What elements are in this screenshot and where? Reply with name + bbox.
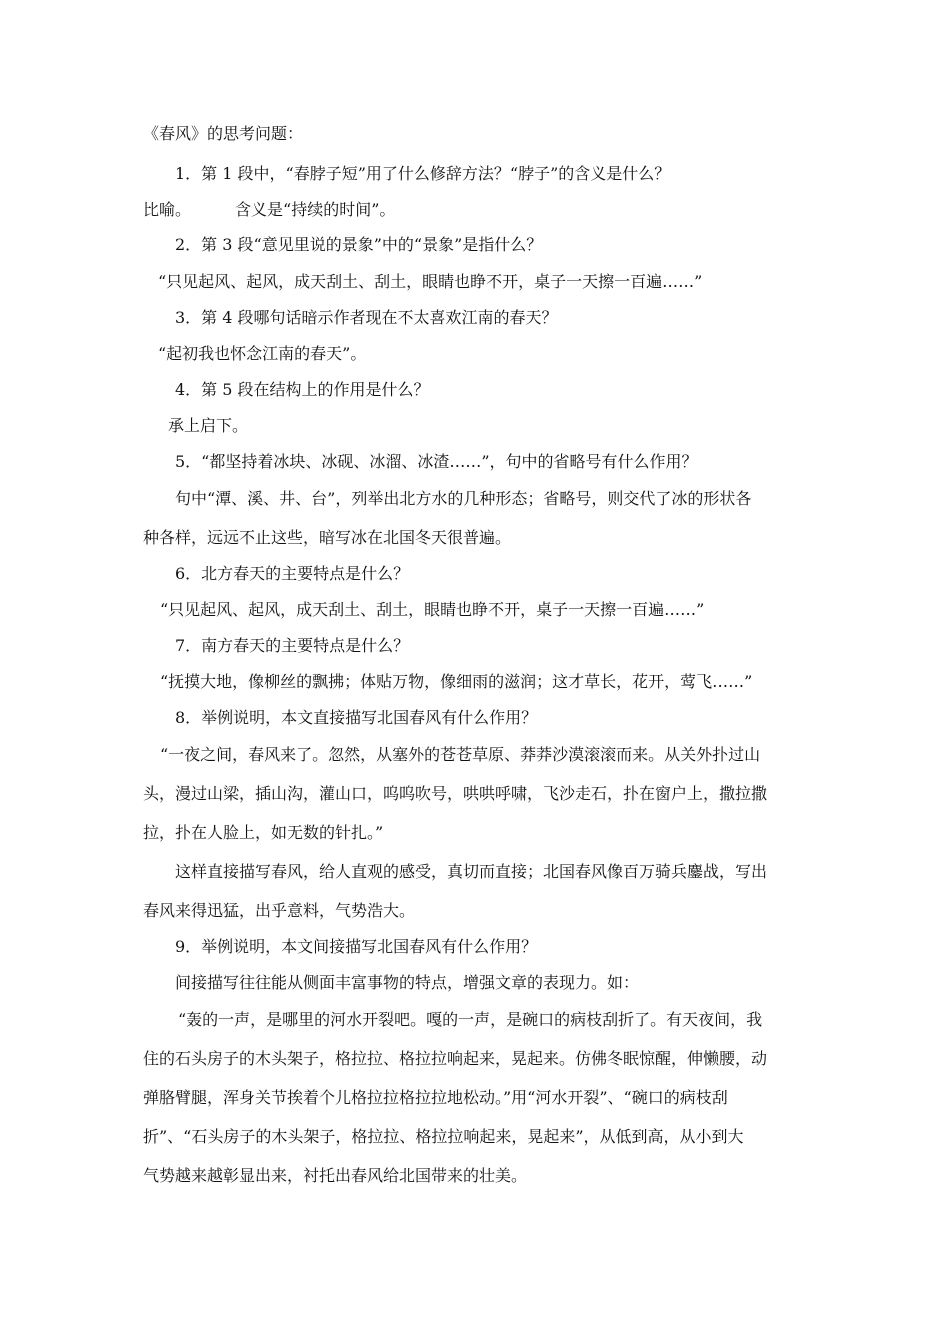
question-4: 4．第 5 段在结构上的作用是什么？ — [175, 380, 430, 399]
question-9: 9．举例说明，本文间接描写北国春风有什么作用？ — [175, 937, 538, 956]
answer-8b-line-2: 春风来得迅猛，出乎意料，气势浩大。 — [143, 901, 416, 920]
question-8: 8．举例说明，本文直接描写北国春风有什么作用？ — [175, 708, 538, 727]
answer-7: “抚摸大地，像柳丝的飘拂；体贴万物，像细雨的滋润；这才草长，花开，莺飞……” — [160, 672, 753, 691]
question-6: 6．北方春天的主要特点是什么？ — [175, 564, 410, 583]
answer-2: “只见起风、起风，成天刮土、刮土，眼睛也睁不开，桌子一天擦一百遍……” — [158, 272, 703, 291]
answer-5-line-1: 句中“潭、溪、井、台”，列举出北方水的几种形态；省略号，则交代了冰的形状各 — [175, 489, 752, 508]
answer-9-line-5: 折”、“石头房子的木头架子，格拉拉、格拉拉响起来，晃起来”，从低到高，从小到大 — [143, 1127, 744, 1146]
answer-9-line-6: 气势越来越彰显出来，衬托出春风给北国带来的壮美。 — [143, 1166, 528, 1185]
question-3: 3．第 4 段哪句话暗示作者现在不太喜欢江南的春天？ — [175, 308, 558, 327]
answer-8b-line-1: 这样直接描写春风，给人直观的感受，真切而直接；北国春风像百万骑兵鏖战，写出 — [175, 862, 768, 881]
answer-9-line-2: “轰的一声，是哪里的河水开裂吧。嘎的一声，是碗口的病枝刮折了。有天夜间，我 — [178, 1010, 763, 1029]
answer-9-line-1: 间接描写往往能从侧面丰富事物的特点，增强文章的表现力。如： — [175, 973, 640, 992]
answer-4: 承上启下。 — [168, 416, 249, 435]
answer-8-line-2: 头，漫过山梁，插山沟，灌山口，呜呜吹号，哄哄呼啸，飞沙走石，扑在窗户上，撒拉撒 — [143, 784, 768, 803]
answer-6: “只见起风、起风，成天刮土、刮土，眼睛也睁不开，桌子一天擦一百遍……” — [160, 600, 705, 619]
answer-1 — [143, 200, 395, 220]
question-7: 7．南方春天的主要特点是什么？ — [175, 636, 410, 655]
answer-3: “起初我也怀念江南的春天”。 — [158, 344, 367, 363]
question-1: 1．第 1 段中，“春脖子短”用了什么修辞方法？“脖子”的含义是什么？ — [175, 164, 671, 183]
question-5: 5．“都坚持着冰块、冰砚、冰溜、冰渣……”，句中的省略号有什么作用？ — [175, 452, 698, 471]
answer-8-line-1: “一夜之间，春风来了。忽然，从塞外的苍苍草原、莽莽沙漠滚滚而来。从关外扑过山 — [160, 745, 761, 764]
answer-1-part1: 比喻。 — [143, 200, 192, 219]
question-2: 2．第 3 段“意见里说的景象”中的“景象”是指什么？ — [175, 235, 543, 254]
answer-9-line-4: 弹胳臂腿，浑身关节挨着个儿格拉拉格拉拉地松动。”用“河水开裂”、“碗口的病枝刮 — [143, 1088, 728, 1107]
doc-title: 《春风》的思考问题： — [143, 124, 304, 143]
answer-9-line-3: 住的石头房子的木头架子，格拉拉、格拉拉响起来，晃起来。仿佛冬眠惊醒，伸懒腰，动 — [143, 1049, 768, 1068]
answer-1-part2: 含义是“持续的时间”。 — [235, 200, 396, 219]
answer-5-line-2: 种各样，远远不止这些，暗写冰在北国冬天很普遍。 — [143, 528, 512, 547]
answer-8-line-3: 拉，扑在人脸上，如无数的针扎。” — [143, 823, 384, 842]
